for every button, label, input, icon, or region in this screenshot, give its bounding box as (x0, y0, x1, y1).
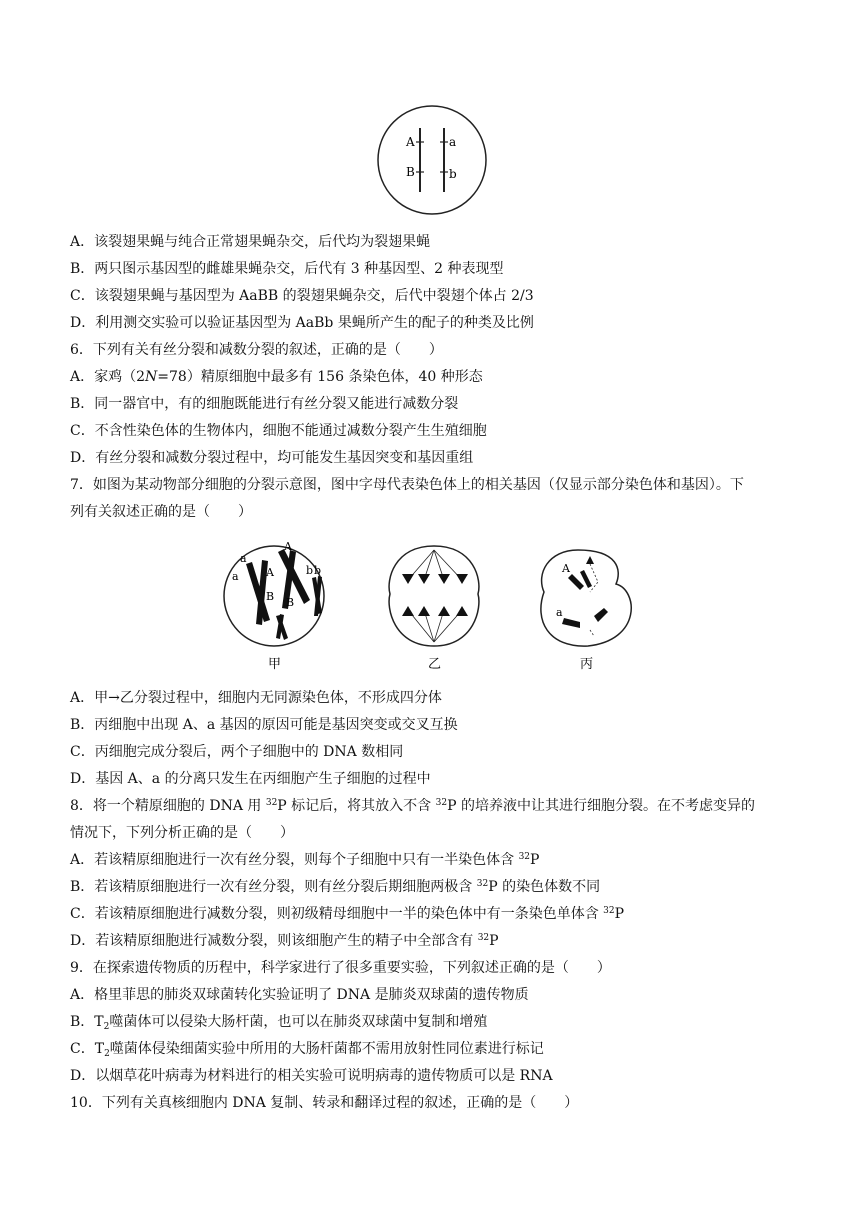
q7-stem-line2: 列有关叙述正确的是（ ） (70, 504, 252, 520)
gene-label: a (232, 570, 239, 583)
gene-label: b (306, 564, 314, 577)
q5-option-d: D．利用测交实验可以验证基因型为 AaBb 果蝇所产生的配子的种类及比例 (70, 315, 534, 331)
q5-option-a: A．该裂翅果蝇与纯合正常翅果蝇杂交，后代均为裂翅果蝇 (70, 234, 431, 250)
q9-option-a: A．格里菲思的肺炎双球菌转化实验证明了 DNA 是肺炎双球菌的遗传物质 (70, 987, 529, 1003)
q10-stem: 10．下列有关真核细胞内 DNA 复制、转录和翻译过程的叙述，正确的是（ ） (70, 1095, 579, 1111)
figure-label: 乙 (428, 657, 442, 672)
gene-label: B (286, 596, 295, 609)
gene-label: a (556, 606, 563, 619)
q6-option-d: D．有丝分裂和减数分裂过程中，均可能发生基因突变和基因重组 (70, 450, 474, 466)
gene-label: a (449, 135, 457, 149)
q6-option-b: B．同一器官中，有的细胞既能进行有丝分裂又能进行减数分裂 (70, 396, 459, 412)
gene-label: A (406, 135, 415, 149)
q7-stem-line1: 7．如图为某动物部分细胞的分裂示意图，图中字母代表染色体上的相关基因（仅显示部分染色体和基因）。下 (70, 477, 744, 493)
figure-label: 甲 (268, 657, 282, 672)
gene-label: B (266, 590, 275, 603)
q8-option-b: B．若该精原细胞进行一次有丝分裂，则有丝分裂后期细胞两极含 $^{32}$P 的染色体数不同 (70, 879, 601, 895)
q5-option-b: B．两只图示基因型的雌雄果蝇杂交，后代有 3 种基因型、2 种表现型 (70, 261, 504, 277)
q9-option-d: D．以烟草花叶病毒为材料进行的相关实验可说明病毒的遗传物质可以是 RNA (70, 1068, 553, 1084)
q7-option-d: D．基因 A、a 的分离只发生在丙细胞产生子细胞的过程中 (70, 771, 431, 787)
gene-label: A (266, 566, 274, 579)
q8-stem-line2: 情况下，下列分析正确的是（ ） (70, 825, 294, 841)
gene-label: B (406, 165, 415, 179)
q8-option-c: C．若该精原细胞进行减数分裂，则初级精母细胞中一半的染色体中有一条染色单体含 $^{32}$P (70, 906, 625, 922)
q6-option-a: A．家鸡（2N=78）精原细胞中最多有 156 条染色体，40 种形态 (70, 369, 483, 385)
gene-label: A (562, 562, 570, 575)
figure-label: 丙 (580, 657, 594, 672)
q5-option-c: C．该裂翅果蝇与基因型为 AaBB 的裂翅果蝇杂交，后代中裂翅个体占 2/3 (70, 288, 534, 304)
gene-label: A (284, 540, 292, 553)
q9-option-b: B．$T_2$噬菌体可以侵染大肠杆菌，也可以在肺炎双球菌中复制和增殖 (70, 1014, 488, 1032)
cell-division-figure (218, 530, 648, 680)
gene-label: b (314, 564, 322, 577)
chromosome-figure (376, 104, 488, 216)
gene-label: b (449, 167, 457, 181)
gene-label: a (240, 552, 247, 565)
q7-option-c: C．丙细胞完成分裂后，两个子细胞中的 DNA 数相同 (70, 744, 404, 760)
q6-stem: 6．下列有关有丝分裂和减数分裂的叙述，正确的是（ ） (70, 342, 443, 358)
q7-option-a: A．甲→乙分裂过程中，细胞内无同源染色体，不形成四分体 (70, 690, 442, 706)
q8-option-a: A．若该精原细胞进行一次有丝分裂，则每个子细胞中只有一半染色体含 $^{32}$P (70, 852, 540, 868)
q9-stem: 9．在探索遗传物质的历程中，科学家进行了很多重要实验，下列叙述正确的是（ ） (70, 960, 611, 976)
q8-option-d: D．若该精原细胞进行减数分裂，则该细胞产生的精子中全部含有 $^{32}$P (70, 933, 499, 949)
q9-option-c: C．$T_2$噬菌体侵染细菌实验中所用的大肠杆菌都不需用放射性同位素进行标记 (70, 1041, 544, 1059)
q8-stem-line1: 8．将一个精原细胞的 DNA 用 $^{32}$P 标记后，将其放入不含 $^{32}$P 的培养液中让其进行细胞分裂。在不考虑变异的 (70, 798, 755, 814)
q7-option-b: B．丙细胞中出现 A、a 基因的原因可能是基因突变或交叉互换 (70, 717, 458, 733)
q6-option-c: C．不含性染色体的生物体内，细胞不能通过减数分裂产生生殖细胞 (70, 423, 487, 439)
